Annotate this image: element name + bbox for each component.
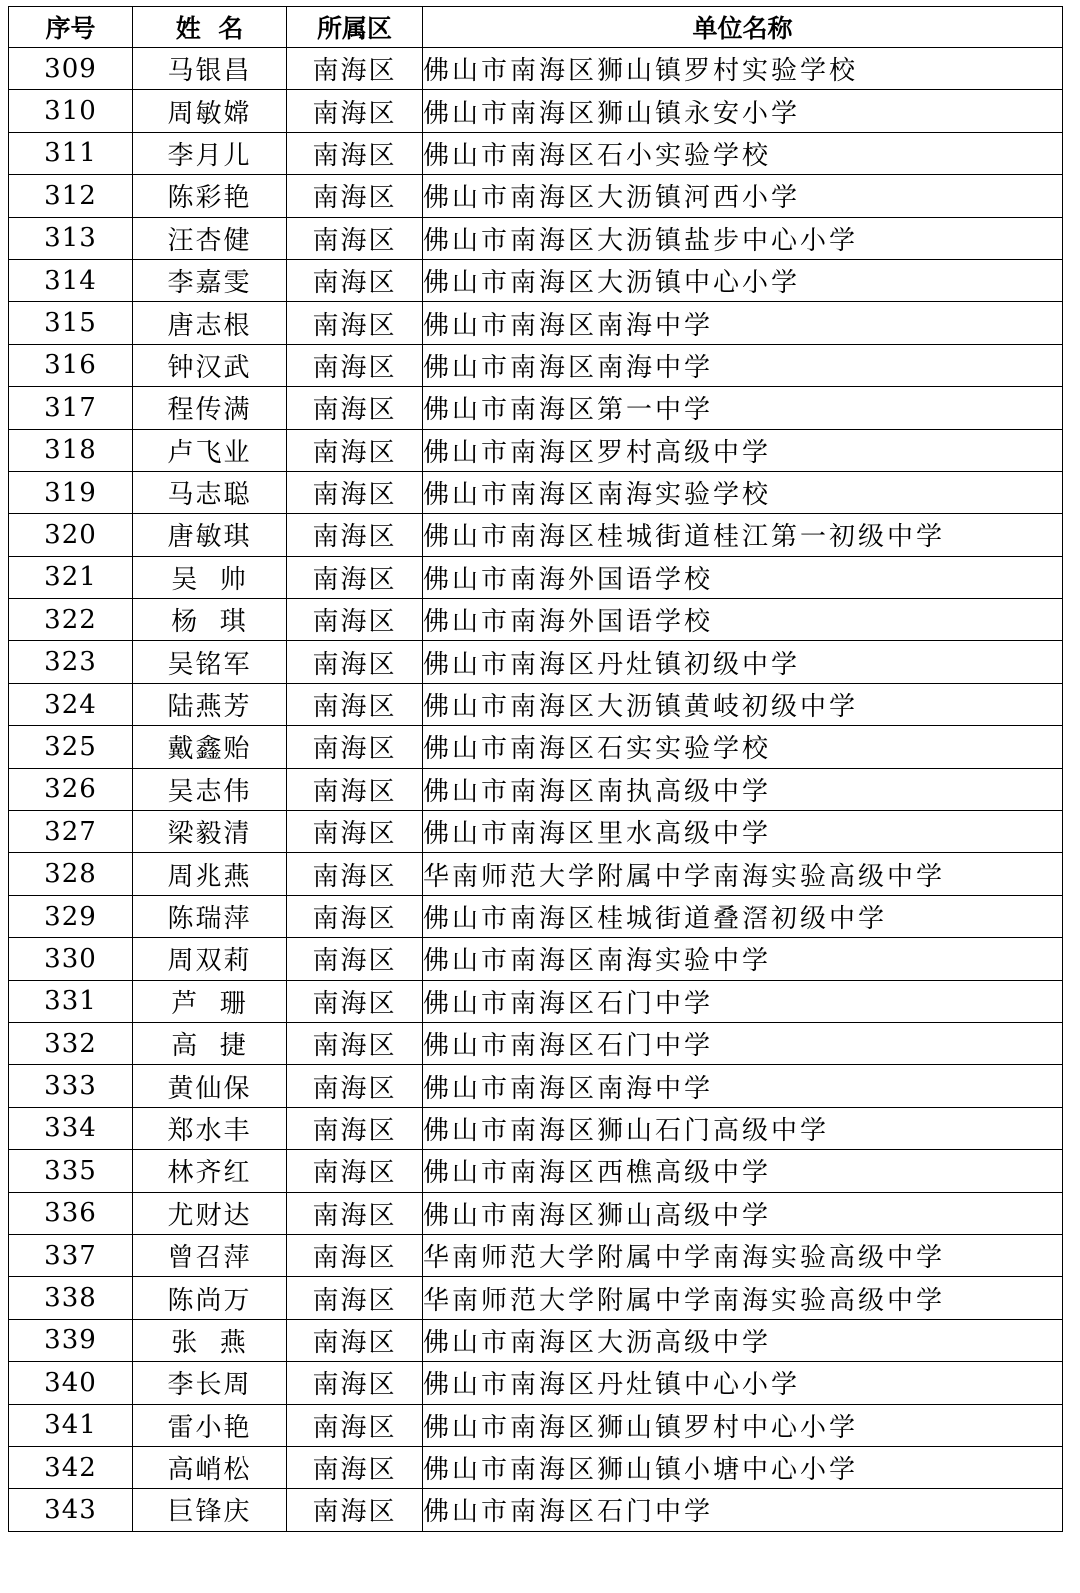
person-name: 吴 帅: [133, 556, 287, 598]
person-name: 周敏嫦: [133, 90, 287, 132]
district-cell: 南海区: [287, 471, 423, 513]
row-number: 329: [9, 895, 133, 937]
unit-name: 佛山市南海区石门中学: [423, 980, 1063, 1022]
unit-name: 佛山市南海区西樵高级中学: [423, 1150, 1063, 1192]
header-unit: 单位名称: [423, 7, 1063, 48]
table-row: [9, 471, 1063, 513]
person-name: 陆燕芳: [133, 683, 287, 725]
table-row: [9, 1150, 1063, 1192]
person-name: 雷小艳: [133, 1404, 287, 1446]
person-name: 李月儿: [133, 132, 287, 174]
unit-name: 佛山市南海区狮山镇永安小学: [423, 90, 1063, 132]
unit-name: 华南师范大学附属中学南海实验高级中学: [423, 1277, 1063, 1319]
district-cell: 南海区: [287, 811, 423, 853]
table-row: [9, 1277, 1063, 1319]
district-cell: 南海区: [287, 853, 423, 895]
district-cell: 南海区: [287, 683, 423, 725]
roster-sheet: [8, 6, 1063, 1532]
row-number: 315: [9, 302, 133, 344]
district-cell: 南海区: [287, 1404, 423, 1446]
unit-name: 佛山市南海区南海中学: [423, 344, 1063, 386]
district-cell: 南海区: [287, 599, 423, 641]
unit-name: 佛山市南海区大沥高级中学: [423, 1319, 1063, 1361]
row-number: 337: [9, 1234, 133, 1276]
header-no: 序号: [9, 7, 133, 48]
table-row: [9, 217, 1063, 259]
unit-name: 佛山市南海区南海实验学校: [423, 471, 1063, 513]
unit-name: 佛山市南海区石门中学: [423, 1022, 1063, 1064]
district-cell: 南海区: [287, 938, 423, 980]
unit-name: 佛山市南海外国语学校: [423, 556, 1063, 598]
table-row: [9, 132, 1063, 174]
row-number: 332: [9, 1022, 133, 1064]
unit-name: 佛山市南海区狮山高级中学: [423, 1192, 1063, 1234]
row-number: 311: [9, 132, 133, 174]
row-number: 313: [9, 217, 133, 259]
row-number: 340: [9, 1362, 133, 1404]
table-row: [9, 1234, 1063, 1276]
person-name: 唐敏琪: [133, 514, 287, 556]
row-number: 336: [9, 1192, 133, 1234]
table-row: [9, 683, 1063, 725]
unit-name: 佛山市南海区石小实验学校: [423, 132, 1063, 174]
person-name: 程传满: [133, 387, 287, 429]
table-row: [9, 1319, 1063, 1361]
table-row: [9, 853, 1063, 895]
row-number: 324: [9, 683, 133, 725]
district-cell: 南海区: [287, 217, 423, 259]
unit-name: 佛山市南海区大沥镇河西小学: [423, 175, 1063, 217]
person-name: 陈瑞萍: [133, 895, 287, 937]
table-row: [9, 938, 1063, 980]
person-name: 梁毅清: [133, 811, 287, 853]
header-name: 姓 名: [133, 7, 287, 48]
row-number: 342: [9, 1446, 133, 1488]
row-number: 328: [9, 853, 133, 895]
district-cell: 南海区: [287, 344, 423, 386]
person-name: 周双莉: [133, 938, 287, 980]
unit-name: 佛山市南海外国语学校: [423, 599, 1063, 641]
row-number: 331: [9, 980, 133, 1022]
person-name: 陈尚万: [133, 1277, 287, 1319]
row-number: 325: [9, 726, 133, 768]
person-name: 林齐红: [133, 1150, 287, 1192]
table-row: [9, 726, 1063, 768]
person-name: 高 捷: [133, 1022, 287, 1064]
row-number: 341: [9, 1404, 133, 1446]
table-row: [9, 387, 1063, 429]
district-cell: 南海区: [287, 1234, 423, 1276]
person-name: 吴志伟: [133, 768, 287, 810]
person-name: 陈彩艳: [133, 175, 287, 217]
table-row: [9, 811, 1063, 853]
unit-name: 华南师范大学附属中学南海实验高级中学: [423, 853, 1063, 895]
table-row: [9, 429, 1063, 471]
table-row: [9, 48, 1063, 90]
table-row: [9, 90, 1063, 132]
person-name: 马志聪: [133, 471, 287, 513]
unit-name: 佛山市南海区狮山镇罗村实验学校: [423, 48, 1063, 90]
row-number: 323: [9, 641, 133, 683]
person-name: 戴鑫贻: [133, 726, 287, 768]
row-number: 316: [9, 344, 133, 386]
district-cell: 南海区: [287, 90, 423, 132]
unit-name: 佛山市南海区大沥镇黄岐初级中学: [423, 683, 1063, 725]
district-cell: 南海区: [287, 768, 423, 810]
district-cell: 南海区: [287, 1362, 423, 1404]
district-cell: 南海区: [287, 1192, 423, 1234]
unit-name: 佛山市南海区南海中学: [423, 1065, 1063, 1107]
district-cell: 南海区: [287, 259, 423, 301]
roster-table: [8, 6, 1063, 1532]
person-name: 卢飞业: [133, 429, 287, 471]
row-number: 343: [9, 1489, 133, 1531]
row-number: 330: [9, 938, 133, 980]
person-name: 吴铭军: [133, 641, 287, 683]
row-number: 312: [9, 175, 133, 217]
district-cell: 南海区: [287, 132, 423, 174]
table-row: [9, 1362, 1063, 1404]
table-row: [9, 175, 1063, 217]
district-cell: 南海区: [287, 726, 423, 768]
district-cell: 南海区: [287, 48, 423, 90]
unit-name: 佛山市南海区狮山石门高级中学: [423, 1107, 1063, 1149]
table-row: [9, 259, 1063, 301]
person-name: 芦 珊: [133, 980, 287, 1022]
row-number: 322: [9, 599, 133, 641]
row-number: 310: [9, 90, 133, 132]
header-district: 所属区: [287, 7, 423, 48]
district-cell: 南海区: [287, 1022, 423, 1064]
district-cell: 南海区: [287, 429, 423, 471]
person-name: 马银昌: [133, 48, 287, 90]
row-number: 327: [9, 811, 133, 853]
district-cell: 南海区: [287, 1150, 423, 1192]
row-number: 335: [9, 1150, 133, 1192]
unit-name: 佛山市南海区狮山镇小塘中心小学: [423, 1446, 1063, 1488]
table-row: [9, 344, 1063, 386]
district-cell: 南海区: [287, 514, 423, 556]
unit-name: 佛山市南海区桂城街道桂江第一初级中学: [423, 514, 1063, 556]
unit-name: 佛山市南海区狮山镇罗村中心小学: [423, 1404, 1063, 1446]
table-row: [9, 895, 1063, 937]
table-row: [9, 556, 1063, 598]
row-number: 339: [9, 1319, 133, 1361]
table-row: [9, 1192, 1063, 1234]
row-number: 326: [9, 768, 133, 810]
district-cell: 南海区: [287, 556, 423, 598]
person-name: 巨锋庆: [133, 1489, 287, 1531]
row-number: 314: [9, 259, 133, 301]
district-cell: 南海区: [287, 641, 423, 683]
header-row: [9, 7, 1063, 48]
person-name: 黄仙保: [133, 1065, 287, 1107]
table-row: [9, 1022, 1063, 1064]
person-name: 尤财达: [133, 1192, 287, 1234]
table-row: [9, 1065, 1063, 1107]
row-number: 317: [9, 387, 133, 429]
district-cell: 南海区: [287, 980, 423, 1022]
district-cell: 南海区: [287, 1065, 423, 1107]
unit-name: 佛山市南海区罗村高级中学: [423, 429, 1063, 471]
table-row: [9, 302, 1063, 344]
unit-name: 佛山市南海区石实实验学校: [423, 726, 1063, 768]
unit-name: 佛山市南海区第一中学: [423, 387, 1063, 429]
district-cell: 南海区: [287, 387, 423, 429]
table-row: [9, 768, 1063, 810]
district-cell: 南海区: [287, 1446, 423, 1488]
unit-name: 佛山市南海区南海实验中学: [423, 938, 1063, 980]
row-number: 319: [9, 471, 133, 513]
table-row: [9, 1446, 1063, 1488]
row-number: 333: [9, 1065, 133, 1107]
person-name: 曾召萍: [133, 1234, 287, 1276]
district-cell: 南海区: [287, 1107, 423, 1149]
person-name: 钟汉武: [133, 344, 287, 386]
row-number: 320: [9, 514, 133, 556]
district-cell: 南海区: [287, 302, 423, 344]
unit-name: 华南师范大学附属中学南海实验高级中学: [423, 1234, 1063, 1276]
unit-name: 佛山市南海区南执高级中学: [423, 768, 1063, 810]
row-number: 318: [9, 429, 133, 471]
person-name: 杨 琪: [133, 599, 287, 641]
table-row: [9, 1489, 1063, 1531]
table-row: [9, 980, 1063, 1022]
unit-name: 佛山市南海区南海中学: [423, 302, 1063, 344]
unit-name: 佛山市南海区里水高级中学: [423, 811, 1063, 853]
unit-name: 佛山市南海区大沥镇中心小学: [423, 259, 1063, 301]
table-row: [9, 1404, 1063, 1446]
district-cell: 南海区: [287, 175, 423, 217]
person-name: 周兆燕: [133, 853, 287, 895]
district-cell: 南海区: [287, 1319, 423, 1361]
person-name: 张 燕: [133, 1319, 287, 1361]
district-cell: 南海区: [287, 1489, 423, 1531]
row-number: 334: [9, 1107, 133, 1149]
district-cell: 南海区: [287, 895, 423, 937]
table-row: [9, 514, 1063, 556]
unit-name: 佛山市南海区石门中学: [423, 1489, 1063, 1531]
unit-name: 佛山市南海区桂城街道叠滘初级中学: [423, 895, 1063, 937]
unit-name: 佛山市南海区丹灶镇中心小学: [423, 1362, 1063, 1404]
unit-name: 佛山市南海区丹灶镇初级中学: [423, 641, 1063, 683]
table-row: [9, 641, 1063, 683]
roster-body: [9, 48, 1063, 1532]
row-number: 321: [9, 556, 133, 598]
person-name: 李长周: [133, 1362, 287, 1404]
row-number: 338: [9, 1277, 133, 1319]
unit-name: 佛山市南海区大沥镇盐步中心小学: [423, 217, 1063, 259]
table-row: [9, 599, 1063, 641]
person-name: 唐志根: [133, 302, 287, 344]
person-name: 汪杏健: [133, 217, 287, 259]
person-name: 李嘉雯: [133, 259, 287, 301]
person-name: 郑水丰: [133, 1107, 287, 1149]
district-cell: 南海区: [287, 1277, 423, 1319]
row-number: 309: [9, 48, 133, 90]
table-row: [9, 1107, 1063, 1149]
person-name: 高峭松: [133, 1446, 287, 1488]
